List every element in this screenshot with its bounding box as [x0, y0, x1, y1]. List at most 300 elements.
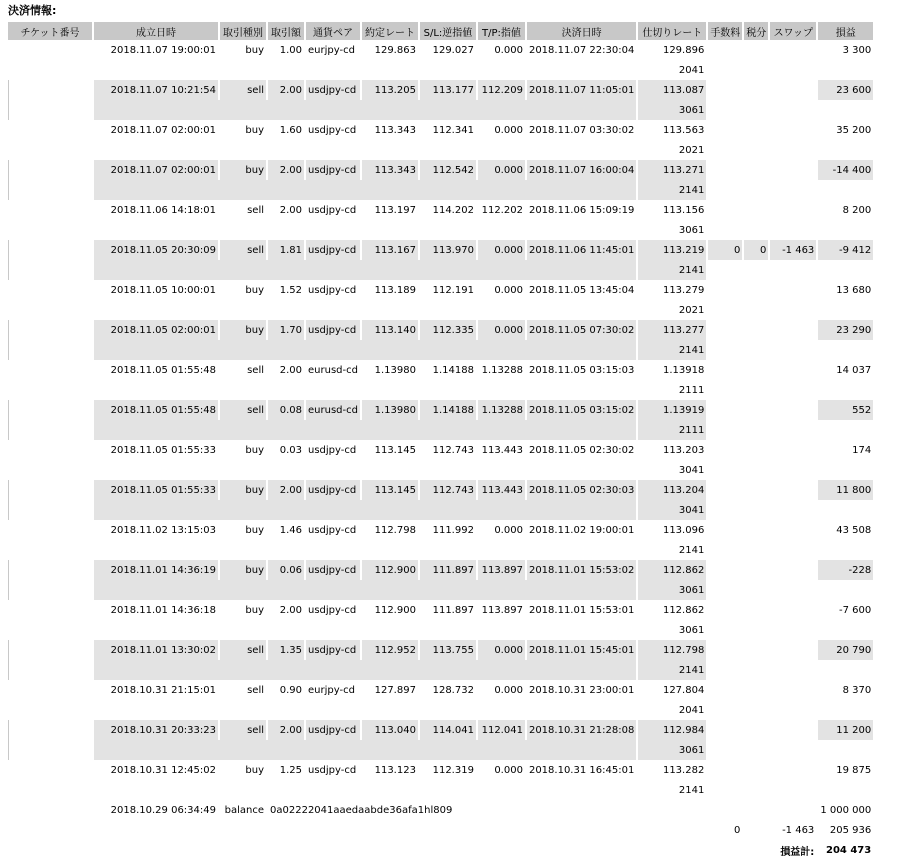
swap-cell	[770, 400, 816, 420]
commission-cell	[708, 480, 742, 500]
col-tax[interactable]: 税分	[744, 22, 768, 40]
trade-row	[8, 320, 873, 340]
sl-cell: 129.027	[432, 44, 474, 56]
sl-cell: 112.319	[432, 764, 474, 776]
open-price-cell: 113.197	[374, 204, 416, 216]
trade-note-row	[8, 460, 873, 480]
swap-cell	[770, 440, 816, 460]
magic-number-cell: 3041	[638, 500, 706, 520]
tp-cell: 0.000	[478, 160, 525, 180]
type-cell: sell	[220, 240, 266, 260]
swap-cell	[770, 160, 816, 180]
col-profit[interactable]: 損益	[818, 22, 873, 40]
size-cell: 1.25	[279, 764, 302, 776]
pair-cell: usdjpy-cd	[308, 604, 357, 616]
pair-cell: usdjpy-cd	[308, 444, 357, 456]
sl-cell: 113.755	[420, 640, 476, 660]
commission-cell	[708, 360, 742, 380]
type-cell: buy	[245, 444, 264, 456]
close-time-cell: 2018.11.01 15:53:01	[528, 604, 635, 616]
tax-cell	[744, 680, 768, 700]
trade-note-row	[8, 100, 873, 120]
close-time-cell: 2018.10.31 16:45:01	[528, 764, 635, 776]
ticket-cell	[8, 720, 92, 740]
close-price-cell: 112.862	[662, 604, 705, 616]
size-cell: 2.00	[279, 364, 302, 376]
trade-row	[8, 120, 873, 140]
swap-cell	[770, 760, 816, 780]
tp-cell: 112.202	[481, 204, 523, 216]
close-time-cell: 2018.11.06 11:45:01	[527, 240, 636, 260]
tp-cell: 113.443	[478, 480, 525, 500]
sl-cell: 1.14188	[420, 400, 476, 420]
grand-total-label: 損益計:	[780, 846, 815, 858]
pair-cell: usdjpy-cd	[308, 764, 357, 776]
col-type[interactable]: 取引種別	[220, 22, 266, 40]
ticket-cell	[8, 280, 92, 300]
pair-cell: eurjpy-cd	[308, 684, 355, 696]
type-cell: sell	[220, 80, 266, 100]
profit-cell: -14 400	[818, 160, 873, 180]
type-cell: buy	[245, 604, 264, 616]
trade-note-row	[8, 620, 873, 640]
close-time-cell: 2018.11.05 02:30:03	[527, 480, 636, 500]
tp-cell: 0.000	[494, 284, 523, 296]
trade-note-row	[8, 380, 873, 400]
trade-note-row	[8, 540, 873, 560]
balance-comment: 0a02222041aaedaabde36afa1hl809	[270, 804, 453, 816]
trade-row	[8, 480, 873, 500]
ticket-cell	[8, 360, 92, 380]
header-row	[8, 22, 873, 40]
profit-cell: 13 680	[836, 284, 872, 296]
pair-cell: usdjpy-cd	[306, 160, 360, 180]
size-cell: 2.00	[268, 720, 304, 740]
close-price-cell: 1.13919	[638, 400, 706, 420]
open-time-cell: 2018.11.06 14:18:01	[110, 204, 216, 216]
sl-cell: 113.970	[420, 240, 476, 260]
type-cell: buy	[245, 44, 264, 56]
close-time-cell: 2018.11.01 15:53:02	[527, 560, 636, 580]
pair-cell: usdjpy-cd	[306, 240, 360, 260]
trade-row	[8, 600, 873, 620]
type-cell: sell	[247, 204, 264, 216]
tp-cell: 0.000	[494, 44, 523, 56]
close-time-cell: 2018.11.07 11:05:01	[527, 80, 636, 100]
type-cell: buy	[245, 124, 264, 136]
tp-cell: 112.209	[478, 80, 525, 100]
ticket-cell	[8, 640, 92, 660]
col-ticket[interactable]: チケット番号	[8, 22, 92, 40]
profit-cell: 43 508	[836, 524, 872, 536]
close-price-cell: 112.798	[638, 640, 706, 660]
profit-cell: 19 875	[836, 764, 872, 776]
trade-row	[8, 560, 873, 580]
magic-number-cell: 2041	[678, 704, 705, 716]
open-time-cell: 2018.10.31 21:15:01	[110, 684, 216, 696]
close-price-cell: 127.804	[662, 684, 705, 696]
tax-cell	[744, 600, 768, 620]
tax-cell	[744, 520, 768, 540]
sl-cell: 111.897	[420, 560, 476, 580]
commission-cell	[708, 320, 742, 340]
pair-cell: usdjpy-cd	[306, 640, 360, 660]
open-price-cell: 113.189	[374, 284, 416, 296]
trade-note-row	[8, 700, 873, 720]
ticket-cell	[8, 760, 92, 780]
ticket-cell	[8, 200, 92, 220]
swap-cell	[770, 720, 816, 740]
open-price-cell: 113.343	[362, 160, 418, 180]
close-price-cell: 113.271	[638, 160, 706, 180]
close-time-cell: 2018.11.02 19:00:01	[528, 524, 635, 536]
tp-cell: 0.000	[494, 524, 523, 536]
pair-cell: usdjpy-cd	[306, 720, 360, 740]
tax-cell	[744, 400, 768, 420]
open-price-cell: 127.897	[374, 684, 416, 696]
sl-cell: 114.041	[420, 720, 476, 740]
open-time-cell: 2018.11.05 01:55:33	[94, 480, 218, 500]
pair-cell: usdjpy-cd	[306, 80, 360, 100]
commission-cell	[708, 640, 742, 660]
col-close-price[interactable]: 仕切りレート	[638, 22, 706, 40]
commission-cell	[708, 160, 742, 180]
close-time-cell: 2018.11.05 07:30:02	[527, 320, 636, 340]
col-open-price[interactable]: 約定レート	[362, 22, 418, 40]
close-price-cell: 112.984	[638, 720, 706, 740]
profit-cell: 35 200	[836, 124, 872, 136]
profit-cell: -9 412	[818, 240, 873, 260]
close-time-cell: 2018.11.05 02:30:02	[528, 444, 635, 456]
magic-number-cell: 3061	[638, 740, 706, 760]
ticket-cell	[8, 320, 92, 340]
sl-cell: 1.14188	[432, 364, 474, 376]
tp-cell: 0.000	[494, 124, 523, 136]
trade-note-row	[8, 260, 873, 280]
balance-time: 2018.10.29 06:34:49	[110, 804, 216, 816]
type-cell: buy	[220, 560, 266, 580]
open-time-cell: 2018.11.05 01:55:33	[110, 444, 216, 456]
profit-cell: 3 300	[842, 44, 872, 56]
open-time-cell: 2018.11.02 13:15:03	[110, 524, 216, 536]
type-cell: sell	[220, 400, 266, 420]
trade-note-row	[8, 780, 873, 800]
close-time-cell: 2018.10.31 23:00:01	[528, 684, 635, 696]
close-time-cell: 2018.11.07 03:30:02	[528, 124, 635, 136]
sl-cell: 112.191	[432, 284, 474, 296]
tp-cell: 1.13288	[478, 400, 525, 420]
trade-note-row	[8, 140, 873, 160]
open-time-cell: 2018.10.31 20:33:23	[94, 720, 218, 740]
trade-row	[8, 240, 873, 260]
open-time-cell: 2018.11.01 14:36:18	[110, 604, 216, 616]
ticket-cell	[8, 240, 92, 260]
open-price-cell: 112.798	[374, 524, 416, 536]
open-time-cell: 2018.11.01 13:30:02	[94, 640, 218, 660]
commission-cell	[708, 280, 742, 300]
ticket-cell	[8, 80, 92, 100]
open-price-cell: 113.167	[362, 240, 418, 260]
total-profit: 205 936	[829, 824, 872, 836]
type-cell: buy	[220, 160, 266, 180]
open-price-cell: 112.900	[374, 604, 416, 616]
swap-cell	[770, 40, 816, 60]
close-price-cell: 129.896	[662, 44, 705, 56]
tax-cell	[744, 280, 768, 300]
close-time-cell: 2018.11.06 15:09:19	[528, 204, 635, 216]
type-cell: sell	[220, 640, 266, 660]
close-price-cell: 113.203	[662, 444, 705, 456]
pair-cell: usdjpy-cd	[306, 560, 360, 580]
tax-cell	[744, 80, 768, 100]
pair-cell: eurusd-cd	[308, 364, 358, 376]
tax-cell	[744, 480, 768, 500]
totals-row	[8, 820, 873, 840]
tp-cell: 0.000	[478, 240, 525, 260]
trade-row	[8, 400, 873, 420]
size-cell: 0.08	[268, 400, 304, 420]
profit-cell: 23 290	[818, 320, 873, 340]
size-cell: 2.00	[268, 480, 304, 500]
magic-number-cell: 2141	[638, 260, 706, 280]
open-time-cell: 2018.11.01 14:36:19	[94, 560, 218, 580]
col-size[interactable]: 取引額	[268, 22, 304, 40]
col-commission[interactable]: 手数料	[708, 22, 742, 40]
balance-empty-2	[708, 800, 816, 820]
trade-note-row	[8, 180, 873, 200]
size-cell: 0.90	[279, 684, 302, 696]
col-sl[interactable]: S/L:逆指値	[420, 22, 476, 40]
close-price-cell: 113.219	[638, 240, 706, 260]
trade-row	[8, 760, 873, 780]
open-price-cell: 113.205	[362, 80, 418, 100]
tax-cell: 0	[744, 240, 768, 260]
open-price-cell: 113.040	[362, 720, 418, 740]
open-time-cell: 2018.11.07 10:21:54	[94, 80, 218, 100]
commission-cell	[708, 80, 742, 100]
commission-cell	[708, 200, 742, 220]
tax-cell	[744, 440, 768, 460]
trade-row	[8, 280, 873, 300]
open-time-cell: 2018.11.05 02:00:01	[94, 320, 218, 340]
close-price-cell: 113.087	[638, 80, 706, 100]
size-cell: 1.52	[279, 284, 302, 296]
sl-cell: 112.335	[420, 320, 476, 340]
trade-note-row	[8, 60, 873, 80]
profit-cell: 11 800	[818, 480, 873, 500]
close-time-cell: 2018.11.05 03:15:02	[527, 400, 636, 420]
swap-cell	[770, 280, 816, 300]
swap-cell	[770, 600, 816, 620]
open-price-cell: 112.952	[362, 640, 418, 660]
open-time-cell: 2018.11.07 02:00:01	[94, 160, 218, 180]
pair-cell: eurusd-cd	[306, 400, 360, 420]
close-time-cell: 2018.11.05 13:45:04	[528, 284, 635, 296]
close-time-cell: 2018.11.01 15:45:01	[527, 640, 636, 660]
sl-cell: 112.743	[420, 480, 476, 500]
magic-number-cell: 3061	[678, 624, 705, 636]
open-price-cell: 113.140	[362, 320, 418, 340]
open-price-cell: 1.13980	[374, 364, 416, 376]
magic-number-cell: 2021	[678, 144, 705, 156]
magic-number-cell: 3041	[678, 464, 705, 476]
profit-cell: -7 600	[838, 604, 872, 616]
magic-number-cell: 2111	[678, 384, 705, 396]
tax-cell	[744, 320, 768, 340]
total-commission: 0	[733, 824, 741, 836]
type-cell: sell	[220, 720, 266, 740]
sl-cell: 111.897	[432, 604, 474, 616]
swap-cell: -1 463	[770, 240, 816, 260]
ticket-cell	[8, 120, 92, 140]
magic-number-cell: 3061	[678, 224, 705, 236]
swap-cell	[770, 680, 816, 700]
trade-note-row	[8, 420, 873, 440]
sl-cell: 112.341	[432, 124, 474, 136]
swap-cell	[770, 320, 816, 340]
col-tp[interactable]: T/P:指値	[478, 22, 525, 40]
commission-cell	[708, 600, 742, 620]
trade-note-row	[8, 580, 873, 600]
trade-row	[8, 360, 873, 380]
col-swap[interactable]: スワップ	[770, 22, 816, 40]
commission-cell: 0	[708, 240, 742, 260]
magic-number-cell: 3061	[638, 100, 706, 120]
magic-number-cell: 2141	[638, 340, 706, 360]
open-price-cell: 113.123	[374, 764, 416, 776]
type-cell: buy	[245, 524, 264, 536]
trade-row	[8, 40, 873, 60]
tp-cell: 0.000	[494, 764, 523, 776]
col-close-time[interactable]: 決済日時	[527, 22, 636, 40]
magic-number-cell: 3061	[638, 580, 706, 600]
pair-cell: usdjpy-cd	[306, 320, 360, 340]
tax-cell	[744, 160, 768, 180]
size-cell: 2.00	[268, 80, 304, 100]
trade-row	[8, 80, 873, 100]
open-time-cell: 2018.11.05 01:55:48	[94, 400, 218, 420]
close-time-cell: 2018.11.05 03:15:03	[528, 364, 635, 376]
tax-cell	[744, 640, 768, 660]
pair-cell: usdjpy-cd	[308, 284, 357, 296]
trade-note-row	[8, 340, 873, 360]
profit-cell: 11 200	[818, 720, 873, 740]
magic-number-cell: 2141	[678, 784, 705, 796]
ticket-cell	[8, 40, 92, 60]
profit-cell: 174	[852, 444, 872, 456]
open-price-cell: 112.900	[362, 560, 418, 580]
trade-note-row	[8, 300, 873, 320]
total-swap: -1 463	[782, 824, 815, 836]
ticket-cell	[8, 480, 92, 500]
profit-cell: 14 037	[836, 364, 872, 376]
balance-empty	[638, 800, 706, 820]
swap-cell	[770, 200, 816, 220]
open-time-cell: 2018.11.05 20:30:09	[94, 240, 218, 260]
size-cell: 1.35	[268, 640, 304, 660]
trade-row	[8, 720, 873, 740]
close-time-cell: 2018.10.31 21:28:08	[527, 720, 636, 740]
tax-cell	[744, 720, 768, 740]
swap-cell	[770, 80, 816, 100]
ticket-cell	[8, 560, 92, 580]
swap-cell	[770, 560, 816, 580]
trade-row	[8, 200, 873, 220]
type-cell: buy	[220, 480, 266, 500]
size-cell: 1.60	[279, 124, 302, 136]
trade-row	[8, 520, 873, 540]
grand-total-value: 204 473	[825, 844, 872, 856]
size-cell: 0.06	[268, 560, 304, 580]
ticket-cell	[8, 800, 92, 820]
size-cell: 2.00	[268, 160, 304, 180]
trade-note-row	[8, 220, 873, 240]
tp-cell: 0.000	[478, 640, 525, 660]
type-cell: sell	[247, 364, 264, 376]
tp-cell: 113.443	[481, 444, 523, 456]
col-pair[interactable]: 通貨ペア	[306, 22, 360, 40]
tp-cell: 113.897	[478, 560, 525, 580]
sl-cell: 114.202	[432, 204, 474, 216]
type-cell: buy	[245, 284, 264, 296]
open-price-cell: 113.145	[362, 480, 418, 500]
close-price-cell: 113.277	[638, 320, 706, 340]
col-open-time[interactable]: 成立日時	[94, 22, 218, 40]
swap-cell	[770, 520, 816, 540]
swap-cell	[770, 360, 816, 380]
profit-cell: 8 200	[842, 204, 872, 216]
close-price-cell: 1.13918	[662, 364, 705, 376]
balance-profit: 1 000 000	[820, 804, 872, 816]
type-cell: sell	[247, 684, 264, 696]
open-price-cell: 1.13980	[362, 400, 418, 420]
profit-cell: 8 370	[842, 684, 872, 696]
tp-cell: 1.13288	[481, 364, 523, 376]
size-cell: 1.70	[268, 320, 304, 340]
commission-cell	[708, 120, 742, 140]
pair-cell: usdjpy-cd	[308, 204, 357, 216]
balance-row	[8, 800, 873, 820]
profit-cell: 23 600	[818, 80, 873, 100]
trade-note-row	[8, 740, 873, 760]
commission-cell	[708, 760, 742, 780]
swap-cell	[770, 640, 816, 660]
profit-cell: 20 790	[818, 640, 873, 660]
magic-number-cell: 2141	[638, 180, 706, 200]
ticket-cell	[8, 680, 92, 700]
commission-cell	[708, 720, 742, 740]
sl-cell: 112.542	[420, 160, 476, 180]
magic-number-cell: 2111	[638, 420, 706, 440]
size-cell: 1.81	[268, 240, 304, 260]
profit-cell: 552	[818, 400, 873, 420]
size-cell: 1.00	[279, 44, 302, 56]
ticket-cell	[8, 600, 92, 620]
magic-number-cell: 2041	[678, 64, 705, 76]
swap-cell	[770, 120, 816, 140]
swap-cell	[770, 480, 816, 500]
close-price-cell: 113.204	[638, 480, 706, 500]
tax-cell	[744, 40, 768, 60]
close-price-cell: 113.096	[662, 524, 705, 536]
open-time-cell: 2018.11.07 19:00:01	[110, 44, 216, 56]
balance-type: balance	[224, 804, 264, 816]
close-price-cell: 113.279	[662, 284, 705, 296]
tax-cell	[744, 360, 768, 380]
sl-cell: 113.177	[420, 80, 476, 100]
type-cell: buy	[245, 764, 264, 776]
close-price-cell: 113.563	[662, 124, 705, 136]
